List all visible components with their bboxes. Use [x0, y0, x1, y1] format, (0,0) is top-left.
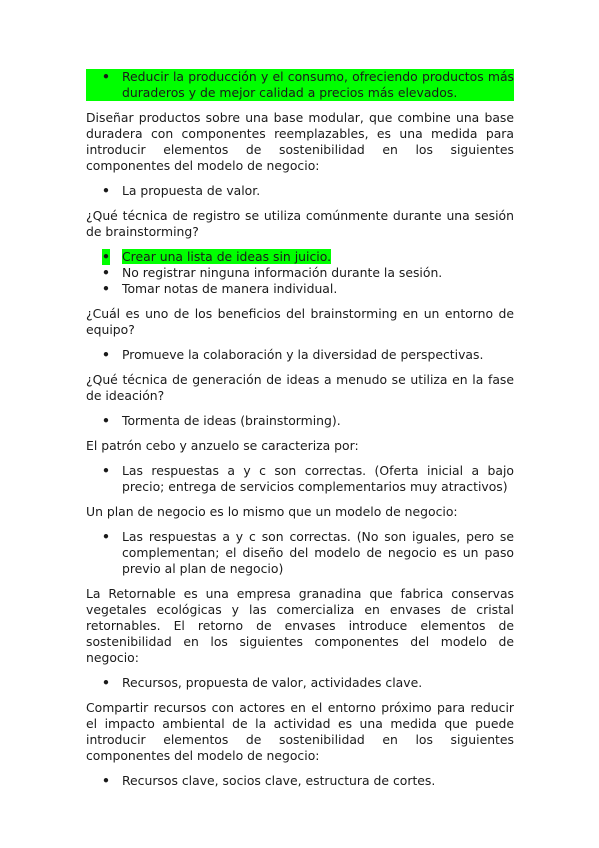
answer-text: Recursos, propuesta de valor, actividades clave.	[122, 675, 423, 690]
answer-text: La propuesta de valor.	[122, 183, 261, 198]
answer-text: Tormenta de ideas (brainstorming).	[122, 413, 341, 428]
answer-list-top	[86, 69, 514, 101]
question-text: ¿Cuál es uno de los beneficios del brainstorming en un entorno de equipo?	[86, 306, 514, 337]
answer-item	[86, 529, 514, 577]
bullet-icon: •	[102, 529, 110, 544]
answer-item-highlighted	[86, 249, 514, 265]
answer-item	[86, 463, 514, 495]
answer-text: Tomar notas de manera individual.	[122, 281, 338, 296]
answer-list	[86, 463, 514, 495]
answer-list	[86, 413, 514, 429]
question-text: ¿Qué técnica de registro se utiliza comúnmente durante una sesión de brainstorming?	[86, 208, 514, 239]
answer-list	[86, 529, 514, 577]
question-text: ¿Qué técnica de generación de ideas a menudo se utiliza en la fase de ideación?	[86, 372, 514, 403]
answer-text: Recursos clave, socios clave, estructura de cortes.	[122, 773, 436, 788]
answer-text: Crear una lista de ideas sin juicio.	[122, 249, 332, 264]
bullet-icon: •	[102, 69, 110, 84]
answer-text: Promueve la colaboración y la diversidad de perspectivas.	[122, 347, 484, 362]
answer-text: Reducir la producción y el consumo, ofreciendo productos más duraderos y de mejor calidad a precios más elevados.	[122, 69, 514, 100]
bullet-icon: •	[102, 773, 110, 788]
answer-list	[86, 183, 514, 199]
bullet-icon: •	[102, 249, 110, 264]
question-text: Un plan de negocio es lo mismo que un modelo de negocio:	[86, 504, 458, 519]
answer-list	[86, 347, 514, 363]
answer-text: Las respuestas a y c son correctas. (Oferta inicial a bajo precio; entrega de servicios complementarios muy atractivos)	[122, 463, 514, 494]
answer-item-highlighted	[86, 69, 514, 101]
answer-text: Las respuestas a y c son correctas. (No son iguales, pero se complementan; el diseño del modelo de negocio es un paso previo al plan de negocio)	[122, 529, 514, 576]
question-text: El patrón cebo y anzuelo se caracteriza por:	[86, 438, 359, 453]
answer-text: No registrar ninguna información durante la sesión.	[122, 265, 443, 280]
answer-item	[86, 281, 514, 297]
answer-list	[86, 249, 514, 297]
answer-item	[86, 773, 514, 789]
bullet-icon: •	[102, 413, 110, 428]
answer-item	[86, 183, 514, 199]
answer-item	[86, 265, 514, 281]
question-text: La Retornable es una empresa granadina que fabrica conservas vegetales ecológicas y las comercializa en envases de cristal retornables. El retorno de envases introduce elementos de sostenibilidad en los siguientes componentes del modelo de negocio:	[86, 586, 514, 665]
bullet-icon: •	[102, 675, 110, 690]
bullet-icon: •	[102, 265, 110, 280]
answer-list	[86, 773, 514, 789]
bullet-icon: •	[102, 281, 110, 296]
bullet-icon: •	[102, 183, 110, 198]
bullet-icon: •	[102, 347, 110, 362]
answer-item	[86, 413, 514, 429]
answer-list	[86, 675, 514, 691]
document-page	[86, 69, 514, 798]
question-text: Compartir recursos con actores en el entorno próximo para reducir el impacto ambiental de la actividad es una medida que puede introducir elementos de sostenibilidad en los siguientes componentes del modelo de negocio:	[86, 700, 514, 763]
answer-item	[86, 675, 514, 691]
question-text: Diseñar productos sobre una base modular, que combine una base duradera con componentes reemplazables, es una medida para introducir elementos de sostenibilidad en los siguientes componentes del modelo de negocio:	[86, 110, 514, 173]
bullet-icon: •	[102, 463, 110, 478]
answer-item	[86, 347, 514, 363]
